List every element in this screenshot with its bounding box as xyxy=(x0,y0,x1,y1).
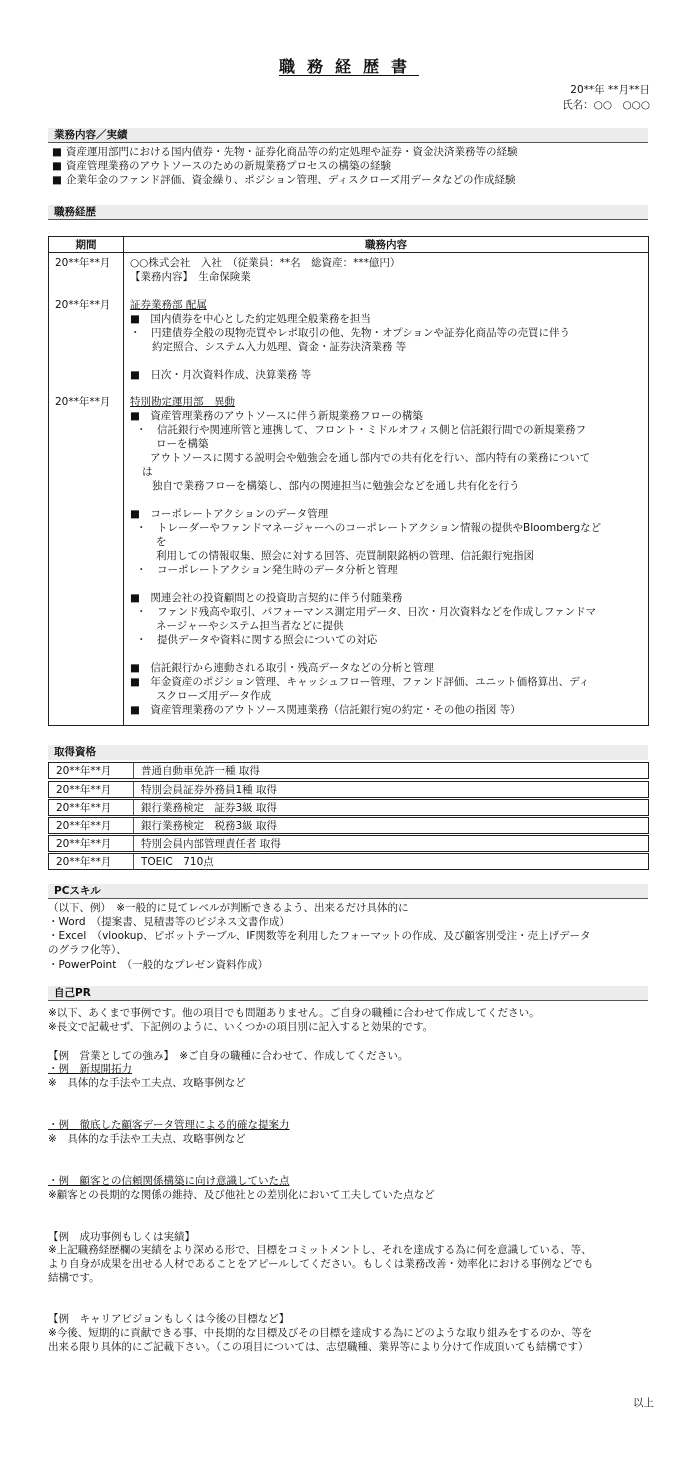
pr-line: ※上記職務経歴欄の実績をより深める形で、目標をコミットメントし、それを達成する為に何を意識している、等、 xyxy=(48,1244,592,1256)
career-line: は xyxy=(142,466,153,478)
career-line: ■ 関連会社の投資顧問との投資助言契約に伴う付随業務 xyxy=(130,592,403,604)
license-row xyxy=(48,781,649,798)
career-line: を xyxy=(156,536,167,548)
license-date: 20**年**月 xyxy=(56,838,112,850)
pr-line: より自身が成果を出せる人材であることをアピールしてください。もしくは業務改善・効率化における事例などでも xyxy=(48,1258,594,1270)
pr-example-heading: ・例 新規開拓力 xyxy=(48,1063,132,1075)
pc-line: のグラフ化等）、 xyxy=(48,944,127,956)
summary-item: ■ 資産運用部門における国内債券・先物・証券化商品等の約定処理や証券・資金決済業務等の経験 xyxy=(52,146,518,158)
career-line: ■ 資産管理業務のアウトソースに伴う新規業務フローの構築 xyxy=(130,410,423,422)
license-row xyxy=(48,799,649,816)
career-line: ■ 年金資産のポジション管理、キャッシュフロー管理、ファンド評価、ユニット価格算出、ディ xyxy=(130,676,590,688)
pc-line: ・Excel （vlookup、ピボットテーブル、IF関数等を利用したフォーマットの作成、及び顧客別受注・売上げデータ xyxy=(48,930,591,942)
career-line: 独自で業務フローを構築し、部内の関連担当に勉強会などを通し共有化を行う xyxy=(152,480,520,492)
career-line: 約定照合、システム入力処理、資金・証券決済業務 等 xyxy=(152,341,407,353)
document-date: 20**年 **月**日 xyxy=(570,84,650,96)
pc-line: ・PowerPoint （一般的なプレゼン資料作成） xyxy=(48,959,269,971)
section-heading-career: 職務経歴 xyxy=(48,205,648,220)
career-table xyxy=(48,236,649,726)
pr-line: ※以下、あくまで事例です。他の項目でも問題ありません。ご自身の職種に合わせて作成してください。 xyxy=(48,1007,540,1019)
pc-line: ・Word （提案書、見積書等のビジネス文書作成） xyxy=(48,916,290,928)
pr-line: ※ 具体的な手法や工夫点、攻略事例など xyxy=(48,1077,246,1089)
career-line: ・ トレーダーやファンドマネージャーへのコーポレートアクション情報の提供やBloombergなど xyxy=(136,522,602,534)
license-date: 20**年**月 xyxy=(56,802,112,814)
career-dept: 特別勘定運用部 異動 xyxy=(130,396,235,408)
career-line: ■ 資産管理業務のアウトソース関連業務（信託銀行宛の約定・その他の指図 等） xyxy=(130,704,521,716)
license-name: 銀行業務検定 税務3級 取得 xyxy=(141,820,278,832)
career-period: 20**年**月 xyxy=(55,396,111,408)
pr-line: 【例 成功事例もしくは実績】 xyxy=(48,1231,195,1243)
document-title: 職務経歴書 xyxy=(278,57,419,76)
license-date: 20**年**月 xyxy=(56,820,112,832)
career-line: ・ 円建債券全般の現物売買やレポ取引の他、先物・オプションや証券化商品等の売買に伴う xyxy=(130,327,571,339)
license-date: 20**年**月 xyxy=(56,784,112,796)
career-period: 20**年**月 xyxy=(55,299,111,311)
license-name: TOEIC 710点 xyxy=(141,856,214,868)
section-heading-licenses: 取得資格 xyxy=(48,745,648,760)
career-line: ネージャーやシステム担当者などに提供 xyxy=(156,620,344,632)
applicant-name: 氏名：○○ ○○○ xyxy=(562,99,650,111)
career-line: ■ コーポレートアクションのデータ管理 xyxy=(130,508,329,520)
career-line: ・ 提供データや資料に関する照会についての対応 xyxy=(136,634,378,646)
license-row xyxy=(48,853,649,870)
career-line: ■ 信託銀行から連動される取引・残高データなどの分析と管理 xyxy=(130,662,434,674)
career-line: ・ 信託銀行や関連所管と連携して、フロント・ミドルオフィス側と信託銀行間での新規業務フ xyxy=(136,424,587,436)
col-period: 期間 xyxy=(75,239,97,251)
career-line: 【業務内容】 生命保険業 xyxy=(130,271,251,283)
license-divider xyxy=(133,800,134,815)
pc-line: （以下、例） ※一般的に見てレベルが判断できるよう、出来るだけ具体的に xyxy=(48,902,409,914)
license-name: 特別会員内部管理責任者 取得 xyxy=(141,838,281,850)
column-divider xyxy=(123,237,124,725)
license-name: 特別会員証券外務員1種 取得 xyxy=(141,784,278,796)
career-line: ・ コーポレートアクション発生時のデータ分析と管理 xyxy=(136,564,398,576)
license-divider xyxy=(133,782,134,797)
license-divider xyxy=(133,763,134,778)
career-line: ○○株式会社 入社 （従業員：**名 総資産：***億円） xyxy=(130,257,401,269)
pr-line: ※ 具体的な手法や工夫点、攻略事例など xyxy=(48,1133,246,1145)
career-line: ■ 国内債券を中心とした約定処理全般業務を担当 xyxy=(130,313,371,325)
section-heading-self-pr: 自己PR xyxy=(48,986,648,1001)
col-content: 職務内容 xyxy=(365,239,407,251)
license-name: 普通自動車免許一種 取得 xyxy=(141,765,260,777)
career-dept: 証券業務部 配属 xyxy=(130,299,207,311)
license-divider xyxy=(133,854,134,869)
summary-item: ■ 資産管理業務のアウトソースのための新規業務プロセスの構築の経験 xyxy=(52,160,391,172)
pr-line: 【例 営業としての強み】 ※ご自身の職種に合わせて、作成してください。 xyxy=(48,1050,409,1062)
license-divider xyxy=(133,836,134,851)
section-heading-pc-skills: PCスキル xyxy=(48,884,648,899)
section-heading-summary: 業務内容／実績 xyxy=(48,128,648,143)
career-line: ■ 日次・月次資料作成、決算業務 等 xyxy=(130,369,312,381)
license-divider xyxy=(133,818,134,833)
pr-line: 結構です。 xyxy=(48,1272,100,1284)
career-table-header xyxy=(49,237,648,253)
license-row xyxy=(48,762,649,779)
pr-line: ※今後、短期的に貢献できる事、中長期的な目標及びその目標を達成する為にどのような取り組みをするのか、等を xyxy=(48,1327,593,1339)
license-row xyxy=(48,835,649,852)
summary-item: ■ 企業年金のファンド評価、資金繰り、ポジション管理、ディスクローズ用データなどの作成経験 xyxy=(52,174,516,186)
career-line: アウトソースに関する説明会や勉強会を通し部内での共有化を行い、部内特有の業務について xyxy=(150,452,591,464)
pr-example-heading: ・例 顧客との信頼関係構築に向け意識していた点 xyxy=(48,1175,290,1187)
license-name: 銀行業務検定 証券3級 取得 xyxy=(141,802,278,814)
pr-line: 出来る限り具体的にご記載下さい。（この項目については、志望職種、業界等により分けて作成頂いても結構です） xyxy=(48,1341,589,1353)
license-date: 20**年**月 xyxy=(56,856,112,868)
closing-mark: 以上 xyxy=(633,1397,654,1409)
pr-line: 【例 キャリアビジョンもしくは今後の目標など】 xyxy=(48,1313,290,1325)
pr-example-heading: ・例 徹底した顧客データ管理による的確な提案力 xyxy=(48,1119,290,1131)
pr-line: ※顧客との長期的な関係の維持、及び他社との差別化において工夫していた点など xyxy=(48,1189,435,1201)
career-line: スクローズ用データ作成 xyxy=(156,690,271,702)
license-date: 20**年**月 xyxy=(56,765,112,777)
career-line: ローを構築 xyxy=(156,438,209,450)
career-period: 20**年**月 xyxy=(55,257,111,269)
career-line: 利用しての情報収集、照会に対する回答、売買制限銘柄の管理、信託銀行宛指図 xyxy=(156,550,534,562)
license-row xyxy=(48,817,649,834)
pr-line: ※長文で記載せず、下記例のように、いくつかの項目別に記入すると効果的です。 xyxy=(48,1021,434,1033)
career-line: ・ ファンド残高や取引、パフォーマンス測定用データ、日次・月次資料などを作成しファンドマ xyxy=(136,606,597,618)
